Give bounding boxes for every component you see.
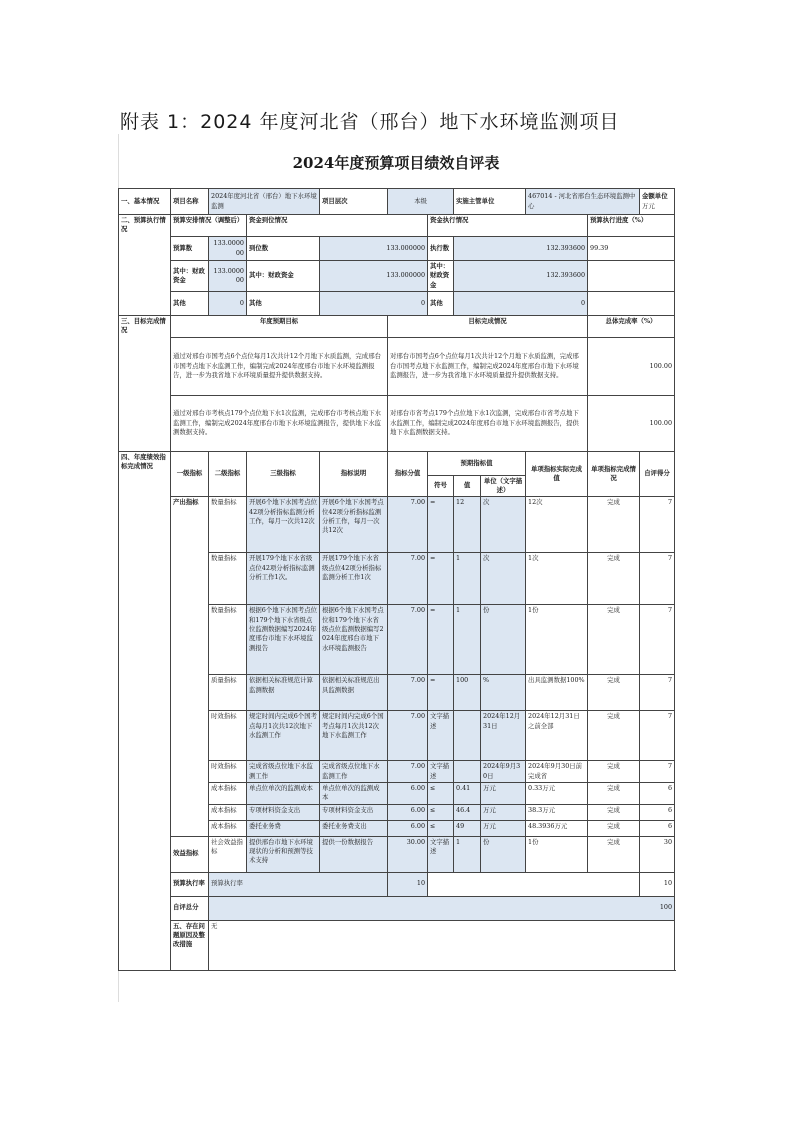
budget-rate-label: 预算执行进度（%） xyxy=(588,215,675,237)
indicator-l2: 成本指标 xyxy=(209,820,247,836)
indicator-unit: 万元 xyxy=(481,804,526,820)
indicator-score: 30.00 xyxy=(388,836,428,872)
indicator-l3: 规定时间内完成6个国考点每月1次共12次地下水监测工作 xyxy=(247,711,320,761)
indicator-actual: 1份 xyxy=(526,605,588,675)
indicator-unit: 2024年9月30日 xyxy=(481,761,526,783)
exec-rate-empty xyxy=(588,261,675,292)
indicator-l2: 成本指标 xyxy=(209,804,247,820)
indicator-status: 完成 xyxy=(588,820,640,836)
budget-exec-desc: 预算执行率 xyxy=(209,872,388,896)
indicator-actual: 48.3936万元 xyxy=(526,820,588,836)
project-name-value: 2024年度河北省（邢台）地下水环境监测 xyxy=(209,189,320,215)
exec-row-value: 132.393600 xyxy=(454,237,588,261)
indicator-l3: 开展6个地下水国考点位42项分析指标监测分析工作，每月一次共12次 xyxy=(247,497,320,553)
indicator-self: 30 xyxy=(640,836,675,872)
indicator-val xyxy=(454,711,481,761)
indicator-sym: = xyxy=(428,497,454,553)
budget-exec-label: 资金执行情况 xyxy=(428,215,588,237)
budget-adjusted-label: 预算安排情况（调整后） xyxy=(171,215,247,237)
exec-row-label: 其他 xyxy=(428,291,454,315)
indicator-status: 完成 xyxy=(588,675,640,711)
goals-section-label: 三、目标完成情况 xyxy=(119,315,171,451)
indicator-self: 7 xyxy=(640,553,675,605)
indicator-unit: 万元 xyxy=(481,782,526,804)
indicator-self: 7 xyxy=(640,711,675,761)
perf-header-score: 指标分值 xyxy=(388,451,428,497)
arrival-row-label: 其他 xyxy=(247,291,320,315)
indicator-desc: 单点位单次的监测成本 xyxy=(320,782,388,804)
arrival-row-value: 0 xyxy=(320,291,428,315)
basic-section-label: 一、基本情况 xyxy=(119,189,171,215)
benefit-indicator-label: 效益指标 xyxy=(171,836,209,872)
total-score-label: 自评总分 xyxy=(171,896,209,920)
indicator-self: 7 xyxy=(640,497,675,553)
page-title: 附表 1：2024 年度河北省（邢台）地下水环境监测项目 xyxy=(120,111,620,133)
budget-row-value: 133.000000 xyxy=(209,237,247,261)
indicator-l2: 数量指标 xyxy=(209,553,247,605)
indicator-unit: 份 xyxy=(481,605,526,675)
project-level-value: 本级 xyxy=(388,189,454,215)
perf-header-desc: 指标说明 xyxy=(320,451,388,497)
indicator-sym: ≤ xyxy=(428,820,454,836)
indicator-desc: 依据相关标准规范出具监测数据 xyxy=(320,675,388,711)
indicator-l3: 专项材料资金支出 xyxy=(247,804,320,820)
indicator-sym: = xyxy=(428,675,454,711)
indicator-score: 7.00 xyxy=(388,497,428,553)
budget-exec-blank xyxy=(428,872,640,896)
indicator-l3: 依据相关标准规范计算监测数据 xyxy=(247,675,320,711)
indicator-unit: % xyxy=(481,675,526,711)
indicator-val: 1 xyxy=(454,836,481,872)
indicator-l3: 开展179个地下水省级点位42项分析指标监测分析工作1次。 xyxy=(247,553,320,605)
indicator-self: 7 xyxy=(640,761,675,783)
exec-rate-empty xyxy=(588,291,675,315)
budget-row-label: 其他 xyxy=(171,291,209,315)
indicator-l2: 质量指标 xyxy=(209,675,247,711)
goals-actual-header: 目标完成情况 xyxy=(388,315,588,337)
indicator-desc: 规定时间内完成6个国考点每月1次共12次地下水监测工作 xyxy=(320,711,388,761)
indicator-actual: 出具监测数据100% xyxy=(526,675,588,711)
goal-rate-value: 100.00 xyxy=(588,337,675,395)
indicator-l2: 社会效益指标 xyxy=(209,836,247,872)
indicator-desc: 开展179个地下水省级点位42项分析指标监测分析工作1次 xyxy=(320,553,388,605)
indicator-score: 7.00 xyxy=(388,605,428,675)
indicator-val: 12 xyxy=(454,497,481,553)
unit-value: 万元 xyxy=(642,201,655,210)
indicator-unit: 次 xyxy=(481,553,526,605)
indicator-status: 完成 xyxy=(588,804,640,820)
exec-row-label: 执行数 xyxy=(428,237,454,261)
indicator-sym: ≤ xyxy=(428,782,454,804)
indicator-actual: 1份 xyxy=(526,836,588,872)
indicator-status: 完成 xyxy=(588,761,640,783)
indicator-l3: 完成省级点位地下水监测工作 xyxy=(247,761,320,783)
indicator-sym: 文字描述 xyxy=(428,711,454,761)
issues-text: 无 xyxy=(209,920,675,970)
indicator-score: 7.00 xyxy=(388,553,428,605)
budget-exec-self: 10 xyxy=(640,872,675,896)
indicator-l3: 单点位单次的监测成本 xyxy=(247,782,320,804)
indicator-sym: = xyxy=(428,605,454,675)
arrival-row-label: 到位数 xyxy=(247,237,320,261)
indicator-score: 7.00 xyxy=(388,711,428,761)
arrival-row-label: 其中：财政资金 xyxy=(247,261,320,292)
indicator-desc: 根据6个地下水国考点位和179个地下水省级点位监测数据编写2024年度邢台市地下水环境监测报告 xyxy=(320,605,388,675)
indicator-sym: 文字描述 xyxy=(428,836,454,872)
budget-arrival-label: 资金到位情况 xyxy=(247,215,428,237)
indicator-self: 6 xyxy=(640,804,675,820)
indicator-score: 6.00 xyxy=(388,820,428,836)
indicator-l2: 数量指标 xyxy=(209,605,247,675)
indicator-desc: 开展6个地下水国考点位42项分析指标监测分析工作，每月一次共12次 xyxy=(320,497,388,553)
indicator-sym: 文字描述 xyxy=(428,761,454,783)
goals-plan-header: 年度预期目标 xyxy=(171,315,388,337)
indicator-l2: 成本指标 xyxy=(209,782,247,804)
indicator-status: 完成 xyxy=(588,711,640,761)
budget-exec-indicator-label: 预算执行率 xyxy=(171,872,209,896)
perf-header-actual: 单项指标实际完成值 xyxy=(526,451,588,497)
arrival-row-value: 133.000000 xyxy=(320,237,428,261)
perf-header-val: 值 xyxy=(454,475,481,497)
evaluation-table xyxy=(118,188,675,971)
dept-value: 467014 - 河北省邢台生态环境监测中心 xyxy=(526,189,640,215)
indicator-l2: 时效指标 xyxy=(209,711,247,761)
indicator-val: 49 xyxy=(454,820,481,836)
indicator-actual: 2024年9月30日前完成省 xyxy=(526,761,588,783)
issues-section-label: 五、存在问题原因及整改措施 xyxy=(171,920,209,970)
goal-actual-text: 对邢台市国考点6个点位每月1次共计12个月地下水质监测，完成邢台市国考点地下水监测工作，编制完成2024年度邢台市地下水环境监测报告，进一步为我省地下水环境质量提升提供数据支持。 xyxy=(388,337,588,395)
exec-rate-value: 99.39 xyxy=(588,237,675,261)
output-indicator-label: 产出指标 xyxy=(171,497,209,836)
sheet-title: 2024年度预算项目绩效自评表 xyxy=(292,154,500,172)
perf-header-l2: 二级指标 xyxy=(209,451,247,497)
goal-plan-text: 通过对邢台市国考点6个点位每月1次共计12个月地下水质监测，完成邢台市国考点地下水监测工作，编制完成2024年度邢台市地下水环境监测报告，进一步为我省地下水环境质量提升提供数据支持。 xyxy=(171,337,388,395)
indicator-unit: 份 xyxy=(481,836,526,872)
indicator-actual: 12次 xyxy=(526,497,588,553)
indicator-unit: 2024年12月31日 xyxy=(481,711,526,761)
budget-row-value: 133.000000 xyxy=(209,261,247,292)
indicator-self: 6 xyxy=(640,820,675,836)
indicator-l2: 时效指标 xyxy=(209,761,247,783)
indicator-self: 7 xyxy=(640,675,675,711)
budget-row-label: 预算数 xyxy=(171,237,209,261)
arrival-row-value: 133.000000 xyxy=(320,261,428,292)
indicator-l3: 提供邢台市地下水环境现状的分析和预测等技术支持 xyxy=(247,836,320,872)
indicator-status: 完成 xyxy=(588,836,640,872)
indicator-score: 7.00 xyxy=(388,675,428,711)
perf-header-unit: 单位（文字描述） xyxy=(481,475,526,497)
budget-row-value: 0 xyxy=(209,291,247,315)
indicator-score: 6.00 xyxy=(388,782,428,804)
indicator-unit: 万元 xyxy=(481,820,526,836)
indicator-status: 完成 xyxy=(588,553,640,605)
indicator-l3: 委托业务费 xyxy=(247,820,320,836)
goal-rate-value: 100.00 xyxy=(588,395,675,451)
indicator-score: 7.00 xyxy=(388,761,428,783)
indicator-status: 完成 xyxy=(588,497,640,553)
indicator-status: 完成 xyxy=(588,605,640,675)
unit-label: 金额单位 xyxy=(642,192,668,201)
indicator-val: 1 xyxy=(454,553,481,605)
indicator-sym: ≤ xyxy=(428,804,454,820)
indicator-l3: 根据6个地下水国考点位和179个地下水省级点位监测数据编写2024年度邢台市地下水环境监测报告 xyxy=(247,605,320,675)
unit-cell xyxy=(640,189,675,215)
exec-row-value: 132.393600 xyxy=(454,261,588,292)
indicator-self: 6 xyxy=(640,782,675,804)
indicator-val: 1 xyxy=(454,605,481,675)
goal-plan-text: 通过对邢台市考核点179个点位地下水1次监测，完成邢台市考核点地下水监测工作，编制完成2024年度邢台市地下水环境监测报告，提供地下水监测数据支持。 xyxy=(171,395,388,451)
indicator-unit: 次 xyxy=(481,497,526,553)
indicator-val: 0.41 xyxy=(454,782,481,804)
perf-header-self: 自评得分 xyxy=(640,451,675,497)
exec-row-label: 其中：财政资金 xyxy=(428,261,454,292)
goal-actual-text: 对邢台市省考点179个点位地下水1次监测，完成邢台市省考点地下水监测工作，编制完成2024年度邢台市地下水环境监测报告，提供地下水监测数据支持。 xyxy=(388,395,588,451)
project-name-label: 项目名称 xyxy=(171,189,209,215)
indicator-self: 7 xyxy=(640,605,675,675)
indicator-val: 46.4 xyxy=(454,804,481,820)
indicator-score: 6.00 xyxy=(388,804,428,820)
perf-header-sym: 符号 xyxy=(428,475,454,497)
indicator-val xyxy=(454,761,481,783)
indicator-status: 完成 xyxy=(588,782,640,804)
indicator-sym: = xyxy=(428,553,454,605)
indicator-desc: 专项材料资金支出 xyxy=(320,804,388,820)
dept-label: 实施主管单位 xyxy=(454,189,526,215)
indicator-actual: 2024年12月31日之前全部 xyxy=(526,711,588,761)
perf-section-label: 四、年度绩效指标完成情况 xyxy=(119,451,171,970)
total-score-value: 100 xyxy=(209,896,675,920)
goals-rate-header: 总体完成率（%） xyxy=(588,315,675,337)
indicator-actual: 0.33万元 xyxy=(526,782,588,804)
budget-row-label: 其中：财政资金 xyxy=(171,261,209,292)
indicator-desc: 委托业务费支出 xyxy=(320,820,388,836)
indicator-actual: 1次 xyxy=(526,553,588,605)
indicator-l2: 数量指标 xyxy=(209,497,247,553)
perf-header-l1: 一级指标 xyxy=(171,451,209,497)
project-level-label: 项目层次 xyxy=(320,189,388,215)
indicator-desc: 完成省级点位地下水监测工作 xyxy=(320,761,388,783)
perf-header-l3: 三级指标 xyxy=(247,451,320,497)
perf-header-status: 单项指标完成情况 xyxy=(588,451,640,497)
perf-header-expect: 预期指标值 xyxy=(428,451,526,475)
indicator-val: 100 xyxy=(454,675,481,711)
indicator-desc: 提供一份数据报告 xyxy=(320,836,388,872)
budget-section-label: 二、预算执行情况 xyxy=(119,215,171,316)
exec-row-value: 0 xyxy=(454,291,588,315)
indicator-actual: 38.3万元 xyxy=(526,804,588,820)
budget-exec-score: 10 xyxy=(388,872,428,896)
